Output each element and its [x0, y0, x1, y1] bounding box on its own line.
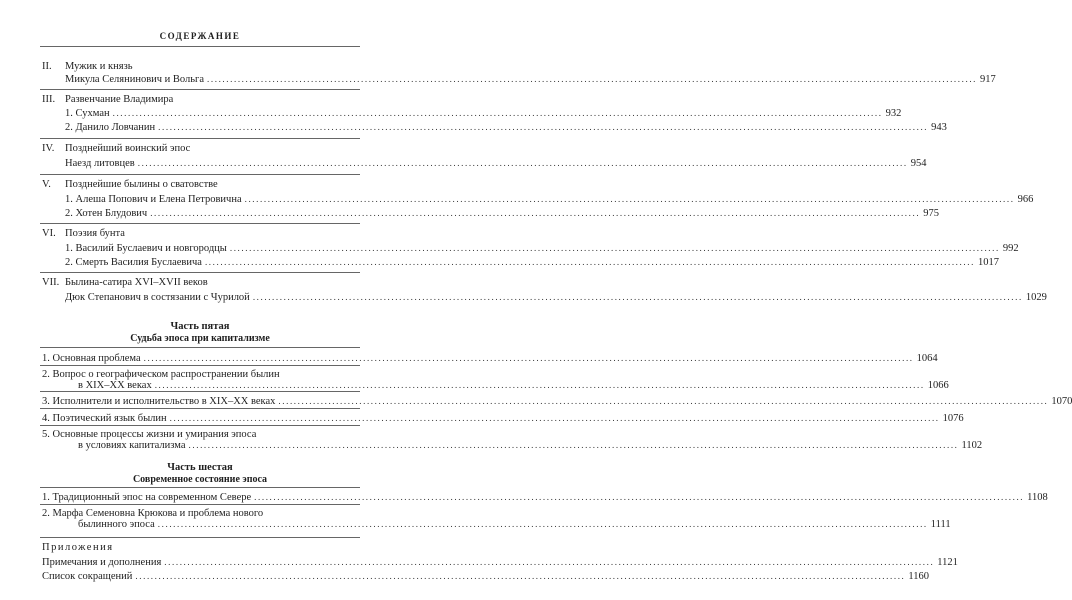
page-number: 932 [885, 108, 902, 119]
toc-item [42, 555, 958, 569]
section-number: II. [42, 61, 52, 72]
toc-item-text: 2. Марфа Семеновна Крюкова и проблема нового [42, 508, 264, 520]
toc-item [65, 192, 1034, 206]
page-number: 943 [931, 122, 947, 133]
page-number: 1070 [1051, 396, 1072, 408]
toc-item-text: Список сокращений [42, 571, 133, 582]
toc-item-text: Микула Селянинович и Вольга [65, 74, 205, 85]
section-rule [40, 89, 360, 90]
appendix-title: Приложения [42, 542, 114, 553]
toc-section-title [42, 178, 360, 192]
toc-section-title [42, 276, 360, 290]
toc-item [42, 569, 930, 583]
section-rule [40, 425, 360, 426]
dot-leader: ........................................................................................................................................................................................................ [135, 571, 906, 581]
section-rule [40, 487, 360, 488]
dot-leader: ........................................................................................................................................................................................................ [157, 518, 928, 529]
part-subtitle: Судьба эпоса при капитализме [130, 332, 270, 344]
page-number: 1160 [908, 571, 930, 582]
toc-item-text: Наезд литовцев [65, 158, 135, 169]
section-rule [40, 391, 360, 392]
section-number: V. [42, 179, 51, 190]
section-title: Поэзия бунта [65, 228, 125, 239]
toc-item [42, 411, 964, 425]
section-rule [40, 365, 360, 366]
dot-leader: ........................................................................................................................................................................................................ [244, 194, 1015, 204]
section-rule [40, 223, 360, 224]
section-rule [40, 504, 360, 505]
dot-leader: ........................................................................................................................................................................................................ [204, 257, 975, 267]
page-number: 1066 [927, 380, 949, 392]
toc-item-text: 2. Смерть Василия Буслаевича [65, 257, 202, 268]
dot-leader: ........................................................................................................................................................................................................ [278, 396, 1049, 407]
toc-item [65, 106, 902, 120]
toc-item-text: в XIX–XX веках [78, 380, 152, 392]
toc-item [42, 394, 1072, 408]
part-subtitle: Современное состояние эпоса [132, 473, 268, 485]
toc-section-title [42, 227, 360, 241]
page-number: 1029 [1025, 292, 1047, 303]
page-number: 1108 [1027, 492, 1048, 504]
dot-leader: ........................................................................................................................................................................................................ [229, 243, 1000, 253]
page-number: 1017 [977, 257, 999, 268]
toc-item [65, 241, 1019, 255]
section-title: Позднейшие былины о сватовстве [65, 179, 218, 190]
toc-item [65, 290, 1047, 304]
toc-item-text: 1. Алеша Попович и Елена Петровична [65, 194, 242, 205]
dot-leader: ........................................................................................................................................................................................................ [112, 108, 883, 118]
page-number: 1064 [916, 353, 938, 365]
toc-item [78, 438, 983, 452]
toc-item-text: 2. Хотен Блудович [65, 208, 148, 219]
dot-leader: ........................................................................................................................................................................................................ [143, 353, 914, 364]
dot-leader: ........................................................................................................................................................................................................ [252, 292, 1023, 302]
page-number: 992 [1002, 243, 1019, 254]
toc-item-text: 1. Сухман [65, 108, 110, 119]
section-rule [40, 174, 360, 175]
toc-item-text: 3. Исполнители и исполнительство в XIX–XX веках [42, 396, 276, 408]
dot-leader: ........................................................................................................................................................................................................ [164, 557, 935, 567]
section-number: IV. [42, 143, 55, 154]
page-number: 954 [910, 158, 927, 169]
section-number: VI. [42, 228, 56, 239]
toc-item-text: 5. Основные процессы жизни и умирания эпоса [42, 429, 257, 440]
page-number: 1121 [937, 557, 958, 568]
toc-item [65, 72, 996, 86]
section-rule [40, 272, 360, 273]
toc-item [65, 255, 999, 269]
dot-leader: ........................................................................................................................................................................................................ [150, 208, 921, 218]
dot-leader: ........................................................................................................................................................................................................ [158, 122, 929, 132]
toc-section-title [42, 93, 360, 107]
part-title: Часть пятая [170, 320, 230, 332]
toc-section-title [42, 142, 360, 156]
page-number: 966 [1017, 194, 1034, 205]
toc-item [65, 120, 947, 134]
section-rule [40, 138, 360, 139]
section-title: Мужик и князь [65, 61, 133, 72]
toc-item [42, 351, 938, 365]
dot-leader: ........................................................................................................................................................................................................ [137, 158, 908, 168]
toc-item-text: 1. Традиционный эпос на современном Севере [42, 492, 252, 504]
toc-item-text: былинного эпоса [78, 518, 155, 530]
section-rule [40, 537, 360, 538]
dot-leader: ........................................................................................................................................................................................................ [188, 440, 959, 451]
dot-leader: ........................................................................................................................................................................................................ [169, 413, 940, 424]
part-title: Часть шестая [167, 462, 233, 474]
header-rule [40, 46, 360, 47]
dot-leader: ........................................................................................................................................................................................................ [154, 380, 925, 391]
toc-item-text: Дюк Степанович в состязании с Чурилой [65, 292, 250, 303]
page-header: СОДЕРЖАНИЕ [159, 31, 241, 41]
page-number: 1111 [930, 518, 951, 530]
section-number: VII. [42, 277, 60, 288]
toc-item-text: 1. Василий Буслаевич и новгородцы [65, 243, 227, 254]
page-number: 917 [980, 74, 996, 85]
toc-item [65, 206, 939, 220]
section-rule [40, 408, 360, 409]
toc-item [65, 156, 927, 170]
section-title: Развенчание Владимира [65, 94, 174, 105]
section-number: III. [42, 94, 56, 105]
dot-leader: ........................................................................................................................................................................................................ [207, 74, 978, 84]
page-number: 1102 [961, 440, 983, 452]
toc-item [42, 490, 1048, 504]
toc-item-text: 4. Поэтический язык былин [42, 413, 167, 425]
section-title: Былина-сатира XVI–XVII веков [65, 277, 208, 288]
page-number: 1076 [942, 413, 964, 425]
toc-item [78, 517, 951, 531]
dot-leader: ........................................................................................................................................................................................................ [254, 492, 1025, 503]
toc-item-text: в условиях капитализма [78, 440, 186, 452]
toc-item-text: Примечания и дополнения [42, 557, 162, 568]
section-title: Позднейший воинский эпос [65, 143, 191, 154]
toc-item-text: 2. Данило Ловчанин [65, 122, 156, 133]
page-number: 975 [923, 208, 939, 219]
toc-item-text: 2. Вопрос о географическом распространении былин [42, 369, 280, 380]
toc-item-text: 1. Основная проблема [42, 353, 141, 365]
section-rule [40, 347, 360, 348]
